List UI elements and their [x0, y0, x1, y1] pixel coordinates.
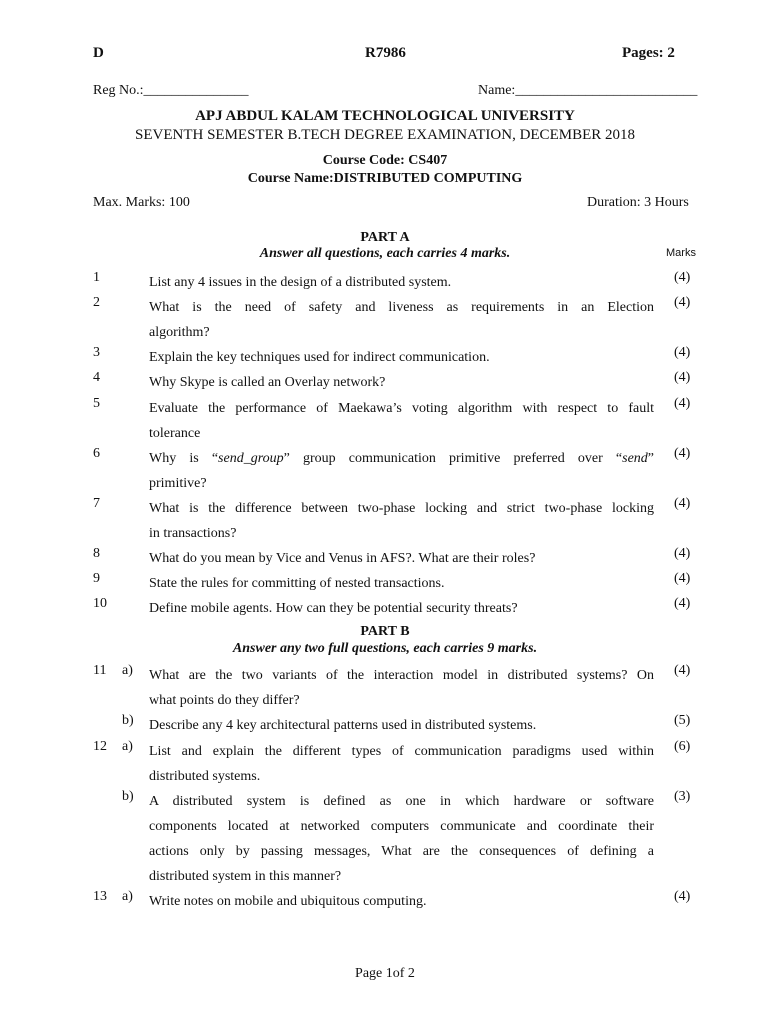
part-b-instruction: Answer any two full questions, each carries 9 marks.: [232, 641, 538, 656]
question-text: A distributed system is defined as one in which hardware or software components located at networked computers communicate and coordinate their actions only by passing messages, What are the consequences of defining a distributed system in this manner?: [149, 794, 654, 884]
reg-no-field: Reg No.:_______________: [93, 83, 249, 98]
course-name-value: DISTRIBUTED COMPUTING: [333, 171, 523, 186]
page-count: Pages: 2: [622, 45, 675, 61]
question-text: Why is “send_group” group communication primitive preferred over “send” primitive?: [149, 451, 655, 491]
question-marks: (4): [674, 889, 691, 904]
course-name: [0, 171, 770, 187]
question-text: Why Skype is called an Overlay network?: [149, 375, 386, 390]
marks-heading: Marks: [666, 247, 696, 259]
question-marks: (6): [674, 739, 691, 754]
question-marks: (4): [674, 295, 691, 310]
send-term: send: [622, 451, 648, 466]
course-code: Course Code: CS407: [322, 153, 448, 168]
question-marks: (3): [674, 789, 691, 804]
course-name-label: Course Name:: [247, 171, 334, 186]
name-field: Name:__________________________: [478, 83, 698, 98]
question-text: Describe any 4 key architectural patterns used in distributed systems.: [149, 718, 537, 733]
question-marks: (4): [674, 596, 691, 611]
question-text: Explain the key techniques used for indirect communication.: [149, 350, 490, 365]
question-marks: (4): [674, 370, 691, 385]
paper-code: R7986: [365, 45, 406, 61]
question-marks: (4): [674, 446, 691, 461]
question-marks: (4): [674, 496, 691, 511]
question-text: What is the need of safety and liveness as requirements in an Election algorithm?: [149, 300, 654, 340]
question-text: State the rules for committing of nested transactions.: [149, 576, 445, 591]
max-marks: Max. Marks: 100: [93, 195, 190, 210]
question-marks: (4): [674, 270, 691, 285]
question-text: What is the difference between two-phase locking and strict two-phase locking in transactions?: [149, 501, 654, 541]
question-text: Evaluate the performance of Maekawa’s voting algorithm with respect to fault tolerance: [149, 401, 654, 441]
exam-title: SEVENTH SEMESTER B.TECH DEGREE EXAMINATION, DECEMBER 2018: [135, 127, 635, 143]
send-group-term: send_group: [218, 451, 284, 466]
part-b-title: PART B: [360, 624, 410, 639]
question-marks: (4): [674, 571, 691, 586]
question-text: List any 4 issues in the design of a distributed system.: [149, 275, 452, 290]
question-text: What do you mean by Vice and Venus in AFS?. What are their roles?: [149, 551, 536, 566]
series-label: D: [93, 45, 104, 61]
question-marks: (4): [674, 396, 691, 411]
part-a-instruction: Answer all questions, each carries 4 marks.: [259, 246, 511, 261]
question-text: What are the two variants of the interaction model in distributed systems? On what points do they differ?: [149, 668, 654, 708]
university-name: APJ ABDUL KALAM TECHNOLOGICAL UNIVERSITY: [195, 108, 575, 124]
question-text: Define mobile agents. How can they be potential security threats?: [149, 601, 518, 616]
part-a-title: PART A: [360, 230, 410, 245]
question-marks: (5): [674, 713, 691, 728]
question-marks: (4): [674, 663, 691, 678]
question-text: List and explain the different types of communication paradigms used within distributed systems.: [149, 744, 654, 784]
page-footer: Page 1of 2: [355, 966, 415, 981]
question-marks: (4): [674, 546, 691, 561]
question-text: Write notes on mobile and ubiquitous computing.: [149, 894, 427, 909]
question-marks: (4): [674, 345, 691, 360]
duration: Duration: 3 Hours: [587, 195, 689, 210]
